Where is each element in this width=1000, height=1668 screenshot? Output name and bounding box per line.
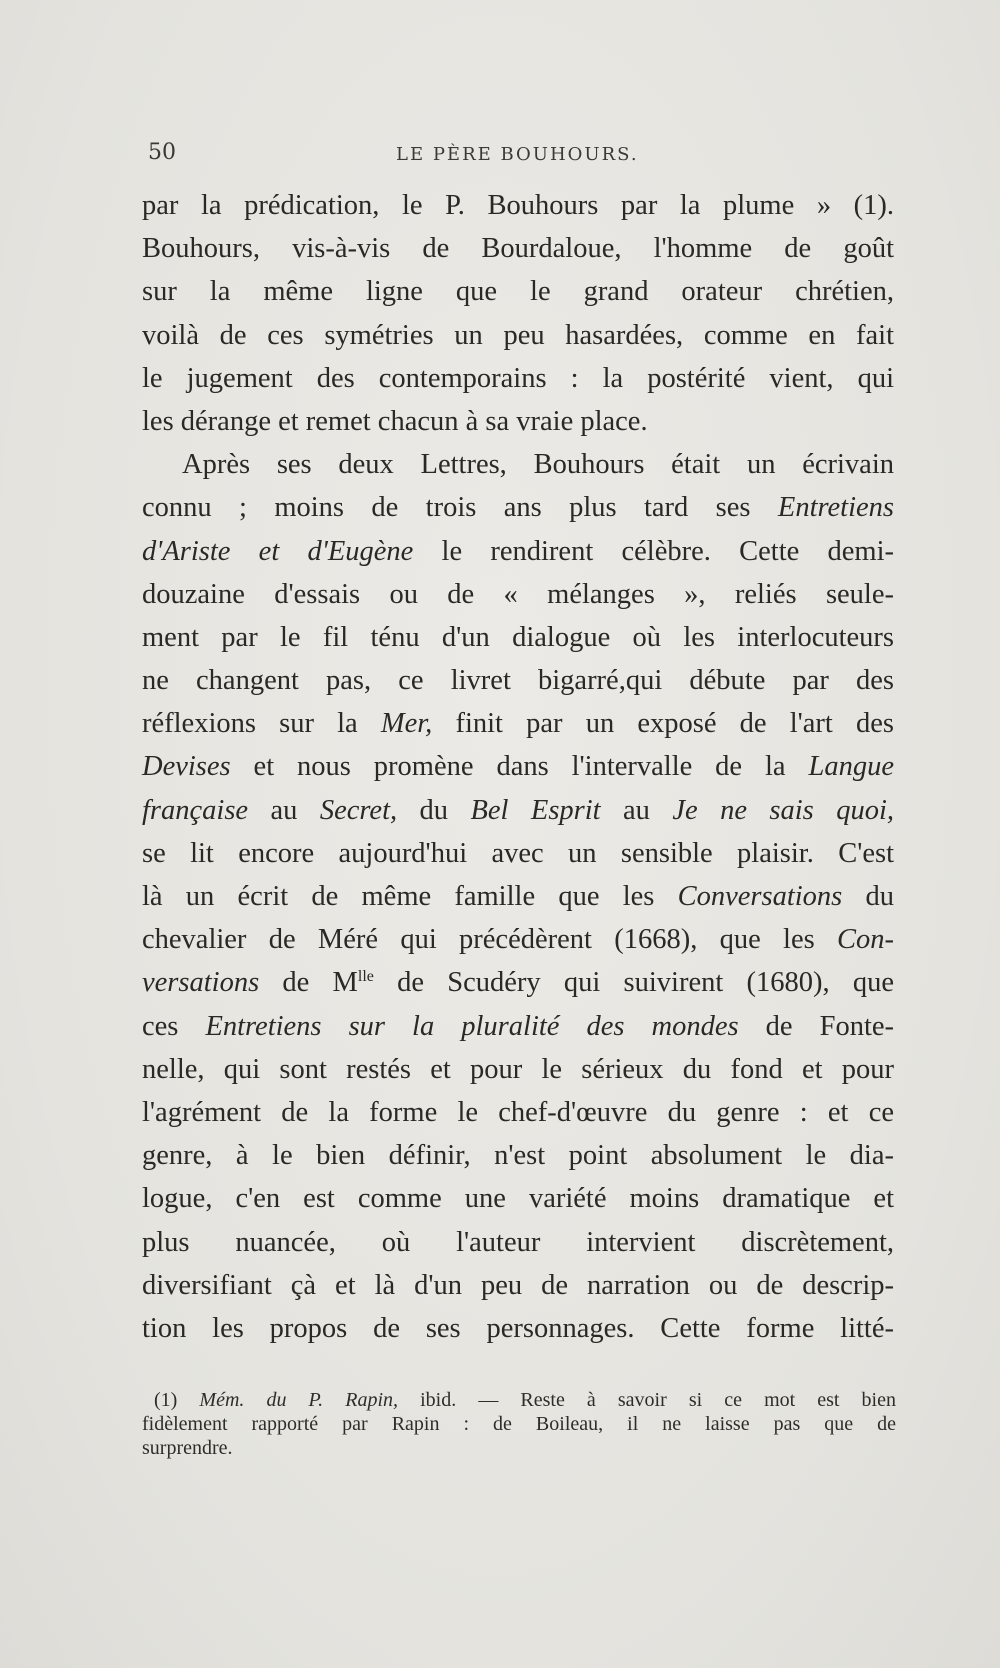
- text-line: [142, 1048, 894, 1091]
- text-line: [142, 918, 894, 961]
- line-segment: du: [397, 794, 471, 826]
- text-line: [142, 530, 894, 573]
- line-segment: tion les propos de ses personnages. Cette forme litté-: [142, 1312, 894, 1344]
- line-segment: logue, c'en est comme une variété moins dramatique et: [142, 1183, 894, 1215]
- text-line: [142, 745, 894, 788]
- line-segment: plus nuancée, où l'auteur intervient discrètement,: [142, 1226, 894, 1258]
- text-line: [142, 789, 894, 832]
- line-segment: Après ses deux Lettres, Bouhours était un écrivain: [182, 449, 894, 481]
- line-segment: se lit encore aujourd'hui avec un sensible plaisir. C'est: [142, 837, 894, 869]
- line-segment: le jugement des contemporains : la postérité vient, qui: [142, 362, 894, 394]
- text-line: [142, 1091, 894, 1134]
- footnote: [142, 1388, 896, 1460]
- line-segment: douzaine d'essais ou de « mélanges », reliés seule-: [142, 578, 894, 610]
- line-segment: ibid. — Reste à savoir si ce mot est bien: [398, 1389, 896, 1411]
- text-line: [142, 400, 894, 443]
- line-segment: au: [600, 794, 673, 826]
- line-segment: les dérange et remet chacun à sa vraie place.: [142, 405, 648, 437]
- footnote-line: [142, 1436, 896, 1460]
- italic-title: Langue: [808, 751, 894, 783]
- text-line: [142, 875, 894, 918]
- footnote-line: [142, 1412, 896, 1436]
- italic-title: Mém. du P. Rapin,: [199, 1389, 399, 1411]
- italic-title: Entretiens sur la pluralité des mondes: [205, 1010, 739, 1042]
- line-segment: l'agrément de la forme le chef-d'œuvre du genre : et ce: [142, 1096, 894, 1128]
- line-segment: et nous promène dans l'intervalle de la: [230, 751, 809, 783]
- text-line: [142, 702, 894, 745]
- line-segment: Bouhours, vis-à-vis de Bourdaloue, l'homme de goût: [142, 233, 894, 265]
- text-line: [142, 184, 894, 227]
- line-segment: là un écrit de même famille que les: [142, 881, 678, 912]
- line-segment: du: [842, 881, 894, 912]
- text-line: [142, 1221, 894, 1264]
- line-segment: surprendre.: [142, 1437, 233, 1459]
- text-line: [142, 270, 894, 313]
- italic-title: française: [142, 794, 249, 826]
- text-line: [142, 616, 894, 659]
- italic-title: Bel Esprit: [470, 794, 601, 826]
- page-header: [148, 140, 892, 172]
- italic-title: versations: [142, 967, 260, 999]
- text-line: [142, 227, 894, 270]
- footnote-marker: (1): [154, 1389, 200, 1411]
- line-segment: diversifiant çà et là d'un peu de narration ou de descrip-: [142, 1269, 894, 1301]
- line-segment: nelle, qui sont restés et pour le sérieux du fond et pour: [142, 1053, 894, 1085]
- running-title: LE PÈRE BOUHOURS.: [396, 144, 639, 165]
- italic-title: Mer,: [380, 708, 433, 740]
- line-segment: le rendirent célèbre. Cette demi-: [413, 535, 894, 567]
- line-segment: par la prédication, le P. Bouhours par la plume » (1).: [142, 190, 894, 221]
- text-line: [142, 443, 894, 486]
- text-line: [142, 1005, 894, 1048]
- line-segment: réflexions sur la: [142, 708, 381, 740]
- text-line: [142, 832, 894, 875]
- text-line: [142, 961, 894, 1004]
- body-text: [142, 184, 894, 1350]
- text-line: [142, 357, 894, 400]
- italic-title: Con-: [837, 924, 894, 956]
- line-segment: finit par un exposé de l'art des: [432, 708, 895, 740]
- italic-title: Devises: [142, 751, 231, 783]
- italic-title: Conversations: [677, 881, 843, 912]
- text-line: [142, 573, 894, 616]
- line-segment: ces: [142, 1010, 206, 1042]
- line-segment: au: [248, 794, 320, 826]
- italic-title: Je ne sais quoi,: [672, 794, 895, 826]
- text-line: [142, 314, 894, 357]
- line-segment: connu ; moins de trois ans plus tard ses: [142, 492, 778, 524]
- line-segment: genre, à le bien définir, n'est point absolument le dia-: [142, 1140, 894, 1172]
- text-line: [142, 486, 894, 529]
- line-segment: de Fonte-: [738, 1010, 894, 1042]
- page-number: 50: [148, 140, 176, 165]
- line-segment: sur la même ligne que le grand orateur chrétien,: [142, 276, 894, 308]
- superscript: lle: [357, 968, 374, 986]
- text-line: [142, 1264, 894, 1307]
- line-segment: ne changent pas, ce livret bigarré,qui débute par des: [142, 665, 894, 697]
- italic-title: Entretiens: [777, 492, 894, 524]
- italic-title: d'Ariste et d'Eugène: [142, 535, 414, 567]
- text-line: [142, 659, 894, 702]
- line-segment: voilà de ces symétries un peu hasardées, comme en fait: [142, 319, 894, 351]
- text-line: [142, 1134, 894, 1177]
- footnote-line: [142, 1388, 896, 1412]
- text-line: [142, 1307, 894, 1350]
- italic-title: Secret,: [319, 794, 398, 826]
- line-segment: de M: [259, 967, 358, 999]
- line-segment: chevalier de Méré qui précédèrent (1668), que les: [142, 924, 837, 956]
- line-segment: de Scudéry qui suivirent (1680), que: [373, 967, 894, 999]
- line-segment: fidèlement rapporté par Rapin : de Boileau, il ne laisse pas que de: [142, 1413, 896, 1435]
- line-segment: ment par le fil ténu d'un dialogue où les interlocuteurs: [142, 621, 894, 653]
- text-line: [142, 1177, 894, 1220]
